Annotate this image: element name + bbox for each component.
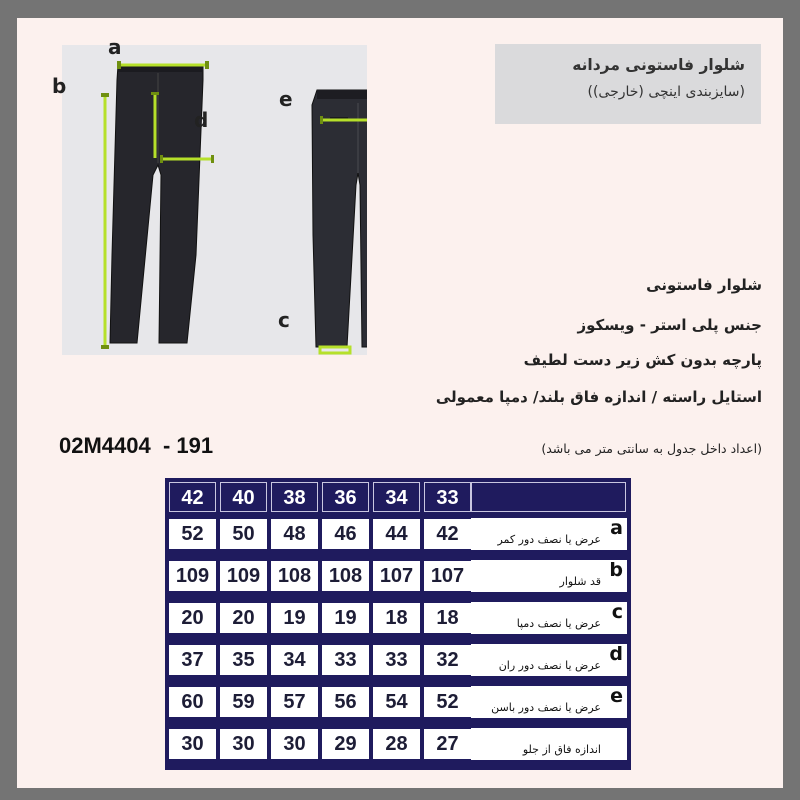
measurement-cell: 32 [424, 645, 471, 675]
trousers-illustration [62, 45, 367, 355]
row-label-text: قد شلوار [559, 575, 601, 588]
measurement-cell: 18 [424, 603, 471, 633]
row-letter: c [611, 602, 623, 623]
measurement-cell: 37 [169, 645, 216, 675]
measurement-cell: 42 [424, 519, 471, 549]
measurement-cell: 46 [322, 519, 369, 549]
measurement-cell: 28 [373, 729, 420, 759]
row-letter: e [610, 686, 623, 707]
measurement-cell: 52 [424, 687, 471, 717]
measurement-cell: 57 [271, 687, 318, 717]
units-note: (اعداد داخل جدول به سانتی متر می باشد) [541, 441, 762, 456]
row-label-cell [471, 728, 627, 760]
measurement-cell: 108 [271, 561, 318, 591]
measurement-cell: 48 [271, 519, 318, 549]
measurement-cell: 30 [271, 729, 318, 759]
row-label-cell [471, 644, 627, 676]
row-label-text: عرض یا نصف دور ران [498, 659, 601, 672]
measurement-cell: 52 [169, 519, 216, 549]
measurement-cell: 30 [169, 729, 216, 759]
measurement-cell: 30 [220, 729, 267, 759]
desc-material: جنس پلی استر - ویسکوز [577, 316, 762, 334]
measurement-cell: 107 [424, 561, 471, 591]
measurement-cell: 20 [169, 603, 216, 633]
measurement-cell: 109 [220, 561, 267, 591]
measurement-cell: 35 [220, 645, 267, 675]
measurement-cell: 108 [322, 561, 369, 591]
back-trousers-drawing [312, 90, 367, 347]
measurement-cell: 34 [271, 645, 318, 675]
row-letter: d [609, 644, 623, 665]
measurement-cell: 19 [322, 603, 369, 633]
label-letter-a: a [108, 35, 122, 59]
desc-style: استایل راسته / اندازه فاق بلند/ دمپا معمولی [435, 388, 762, 406]
product-image-panel [62, 45, 367, 355]
title-box [495, 44, 761, 124]
measurement-cell: 50 [220, 519, 267, 549]
row-letter: b [609, 560, 623, 581]
size-table [165, 478, 631, 770]
measurement-cell: 54 [373, 687, 420, 717]
row-label-cell [471, 686, 627, 718]
row-label-cell [471, 518, 627, 550]
row-label-cell [471, 602, 627, 634]
size-header-cell: 40 [220, 482, 267, 512]
label-letter-e: e [279, 87, 293, 111]
measurement-cell: 18 [373, 603, 420, 633]
label-letter-d: d [194, 108, 209, 132]
desc-product-name: شلوار فاستونی [646, 276, 762, 294]
row-label-cell [471, 560, 627, 592]
measurement-cell: 33 [322, 645, 369, 675]
row-label-text: عرض یا نصف دور باسن [491, 701, 601, 714]
row-label-text: عرض یا نصف دمپا [516, 617, 601, 630]
size-header-cell: 34 [373, 482, 420, 512]
measurement-cell: 19 [271, 603, 318, 633]
measurement-cell: 29 [322, 729, 369, 759]
header-label-cell [471, 482, 626, 512]
measurement-cell: 27 [424, 729, 471, 759]
row-label-text: اندازه فاق از جلو [522, 743, 601, 756]
measurement-cell: 59 [220, 687, 267, 717]
measurement-cell: 107 [373, 561, 420, 591]
product-code: 02M4404 - 191 [59, 433, 214, 458]
measurement-cell: 44 [373, 519, 420, 549]
row-letter: a [610, 518, 623, 539]
label-letter-b: b [52, 74, 67, 98]
size-header-cell: 38 [271, 482, 318, 512]
measurement-cell: 56 [322, 687, 369, 717]
sizing-subtitle: (سایزبندی اینچی (خارجی)) [587, 84, 745, 100]
product-title: شلوار فاستونی مردانه [572, 56, 745, 74]
measurement-cell: 109 [169, 561, 216, 591]
desc-fabric: پارچه بدون کش زیر دست لطیف [523, 351, 762, 369]
measurement-cell: 20 [220, 603, 267, 633]
size-header-cell: 42 [169, 482, 216, 512]
size-header-cell: 33 [424, 482, 471, 512]
measurement-cell: 60 [169, 687, 216, 717]
measurement-cell: 33 [373, 645, 420, 675]
label-letter-c: c [278, 308, 290, 332]
row-label-text: عرض یا نصف دور کمر [497, 533, 601, 546]
size-header-cell: 36 [322, 482, 369, 512]
